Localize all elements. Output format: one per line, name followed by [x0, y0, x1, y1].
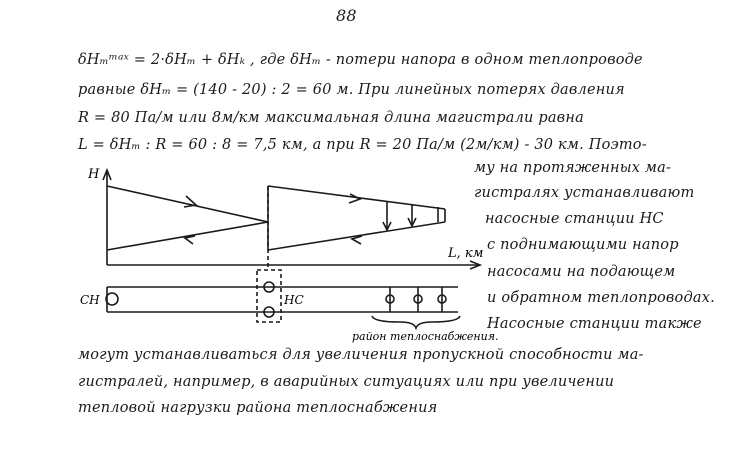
text-line-10: и обратном теплопроводах. — [487, 290, 715, 306]
text-line-1: δHₘᵐᵃˣ = 2·δHₘ + δHₖ , где δHₘ - потери напора в одном теплопроводе — [78, 52, 643, 68]
text-line-12: могут устанавливаться для увеличения пропускной способности ма- — [78, 347, 644, 363]
text-line-4: L = δHₘ : R = 60 : 8 = 7,5 км, а при R = 20 Па/м (2м/км) - 30 км. Поэто- — [78, 137, 647, 153]
label-nc: НС — [284, 293, 304, 307]
supply-line-1 — [107, 186, 268, 222]
text-line-8: с поднимающими напор — [487, 237, 679, 253]
text-line-6: гистралях устанавливают — [474, 185, 695, 201]
label-district: район теплоснабжения. — [352, 330, 499, 343]
text-line-14: тепловой нагрузки района теплоснабжения — [78, 400, 438, 416]
source-pump-circle — [106, 293, 118, 305]
label-cn: СН — [80, 293, 100, 307]
axis-h-label: H — [88, 167, 100, 182]
station-box — [257, 270, 281, 322]
text-line-7: насосные станции НС — [485, 211, 664, 227]
text-line-2: равные δHₘ = (140 - 20) : 2 = 60 м. При линейных потерях давления — [78, 82, 625, 98]
district-bracket — [372, 316, 460, 328]
text-line-9: насосами на подающем — [487, 264, 676, 280]
axis-l-label: L, км — [448, 246, 484, 261]
text-line-11: Насосные станции также — [487, 316, 702, 332]
page-number: 88 — [336, 6, 357, 25]
flow-arrow-1 — [184, 196, 196, 207]
text-line-13: гистралей, например, в аварийных ситуациях или при увеличении — [78, 374, 615, 390]
return-line-2 — [268, 222, 445, 250]
flow-arrow-2 — [185, 236, 195, 244]
text-line-5: му на протяженных ма- — [474, 160, 672, 176]
return-line-1 — [107, 222, 268, 250]
text-line-3: R = 80 Па/м или 8м/км максимальная длина магистрали равна — [78, 110, 584, 126]
flow-arrow-3 — [349, 194, 360, 203]
